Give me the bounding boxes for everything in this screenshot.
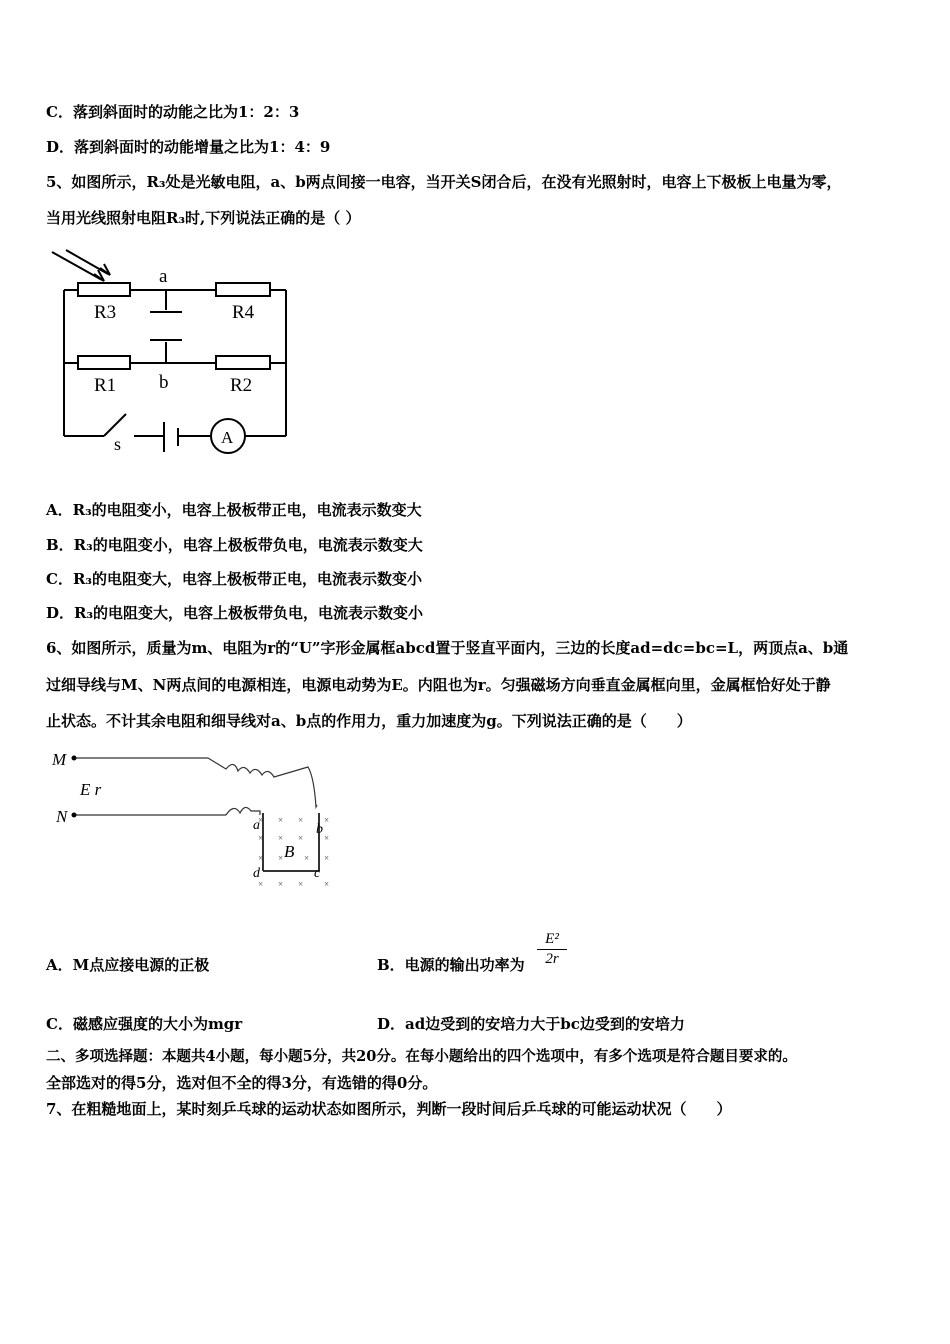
label-a: a [159,266,168,287]
svg-text:×: × [324,853,330,863]
svg-text:×: × [298,815,304,825]
q5-stem-line2: 当用光线照射电阻R₃时,下列说法正确的是（ ） [46,209,361,227]
label-r3: R3 [94,302,117,323]
q5-option-b: B．R₃的电阻变小，电容上极板带负电，电流表示数变大 [46,536,423,554]
label-a6: a [253,818,260,833]
svg-text:×: × [258,879,264,889]
label-r4: R4 [232,302,255,323]
fraction-numerator: E² [545,931,559,947]
label-B-field: B [284,842,295,861]
svg-text:×: × [278,853,284,863]
q6-stem-line3: 止状态。不计其余电阻和细导线对a、b点的作用力，重力加速度为g。下列说法正确的是（ ） [46,712,692,730]
label-b6: b [316,822,323,837]
q4-option-c: C．落到斜面时的动能之比为1：2：3 [46,103,300,121]
svg-text:×: × [324,879,330,889]
svg-text:×: × [278,879,284,889]
q6-stem-line1: 6、如图所示，质量为m、电阻为r的“U”字形金属框abcd置于竖直平面内，三边的长度ad=dc=bc=L，两顶点a、b通 [46,639,849,657]
svg-text:×: × [324,833,330,843]
section2-heading-line2: 全部选对的得5分，选对但不全的得3分，有选错的得0分。 [46,1074,438,1092]
svg-text:×: × [258,815,264,825]
q6-option-d: D．ad边受到的安培力大于bc边受到的安培力 [377,1015,685,1033]
label-s: s [114,434,122,454]
section2-heading-line1: 二、多项选择题：本题共4小题，每小题5分，共20分。在每小题给出的四个选项中，有多个选项是符合题目要求的。 [46,1048,797,1065]
q7-stem: 7、在粗糙地面上，某时刻乒乓球的运动状态如图所示，判断一段时间后乒乓球的可能运动状况（ ） [46,1100,732,1118]
q5-option-d: D．R₃的电阻变大，电容上极板带负电，电流表示数变小 [46,604,424,622]
label-N: N [56,807,68,826]
svg-text:×: × [258,853,264,863]
q5-option-a: A．R₃的电阻变小，电容上极板带正电，电流表示数变大 [46,501,422,519]
circuit-diagram [46,246,296,466]
u-frame-diagram [46,745,346,895]
label-Er: E r [80,780,102,799]
svg-text:×: × [324,815,330,825]
q4-option-d: D．落到斜面时的动能增量之比为1：4：9 [46,138,331,156]
label-b: b [159,372,169,393]
q6-option-c: C．磁感应强度的大小为mgr [46,1015,243,1033]
svg-text:×: × [304,853,310,863]
q6-option-b-fraction [537,931,567,968]
label-M: M [52,750,67,769]
label-d6: d [253,866,260,881]
svg-text:×: × [278,815,284,825]
q6-stem-line2: 过细导线与M、N两点间的电源相连，电源电动势为E。内阻也为r。匀强磁场方向垂直金属框向里，金属框恰好处于静 [46,676,831,694]
svg-text:×: × [278,833,284,843]
svg-text:×: × [258,833,264,843]
q5-option-c: C．R₃的电阻变大，电容上极板带正电，电流表示数变小 [46,570,422,588]
q6-option-a: A．M点应接电源的正极 [46,956,210,974]
q6-option-b: B．电源的输出功率为 [377,956,525,974]
label-r1: R1 [94,375,117,396]
fraction-denominator: 2r [545,951,559,967]
label-c6: c [314,866,321,881]
svg-text:×: × [298,833,304,843]
q5-stem-line1: 5、如图所示，R₃处是光敏电阻，a、b两点间接一电容，当开关S闭合后，在没有光照射时，电容上下极板上电量为零， [46,173,842,191]
svg-text:×: × [298,879,304,889]
label-r2: R2 [230,375,253,396]
ammeter-label: A [221,428,234,447]
